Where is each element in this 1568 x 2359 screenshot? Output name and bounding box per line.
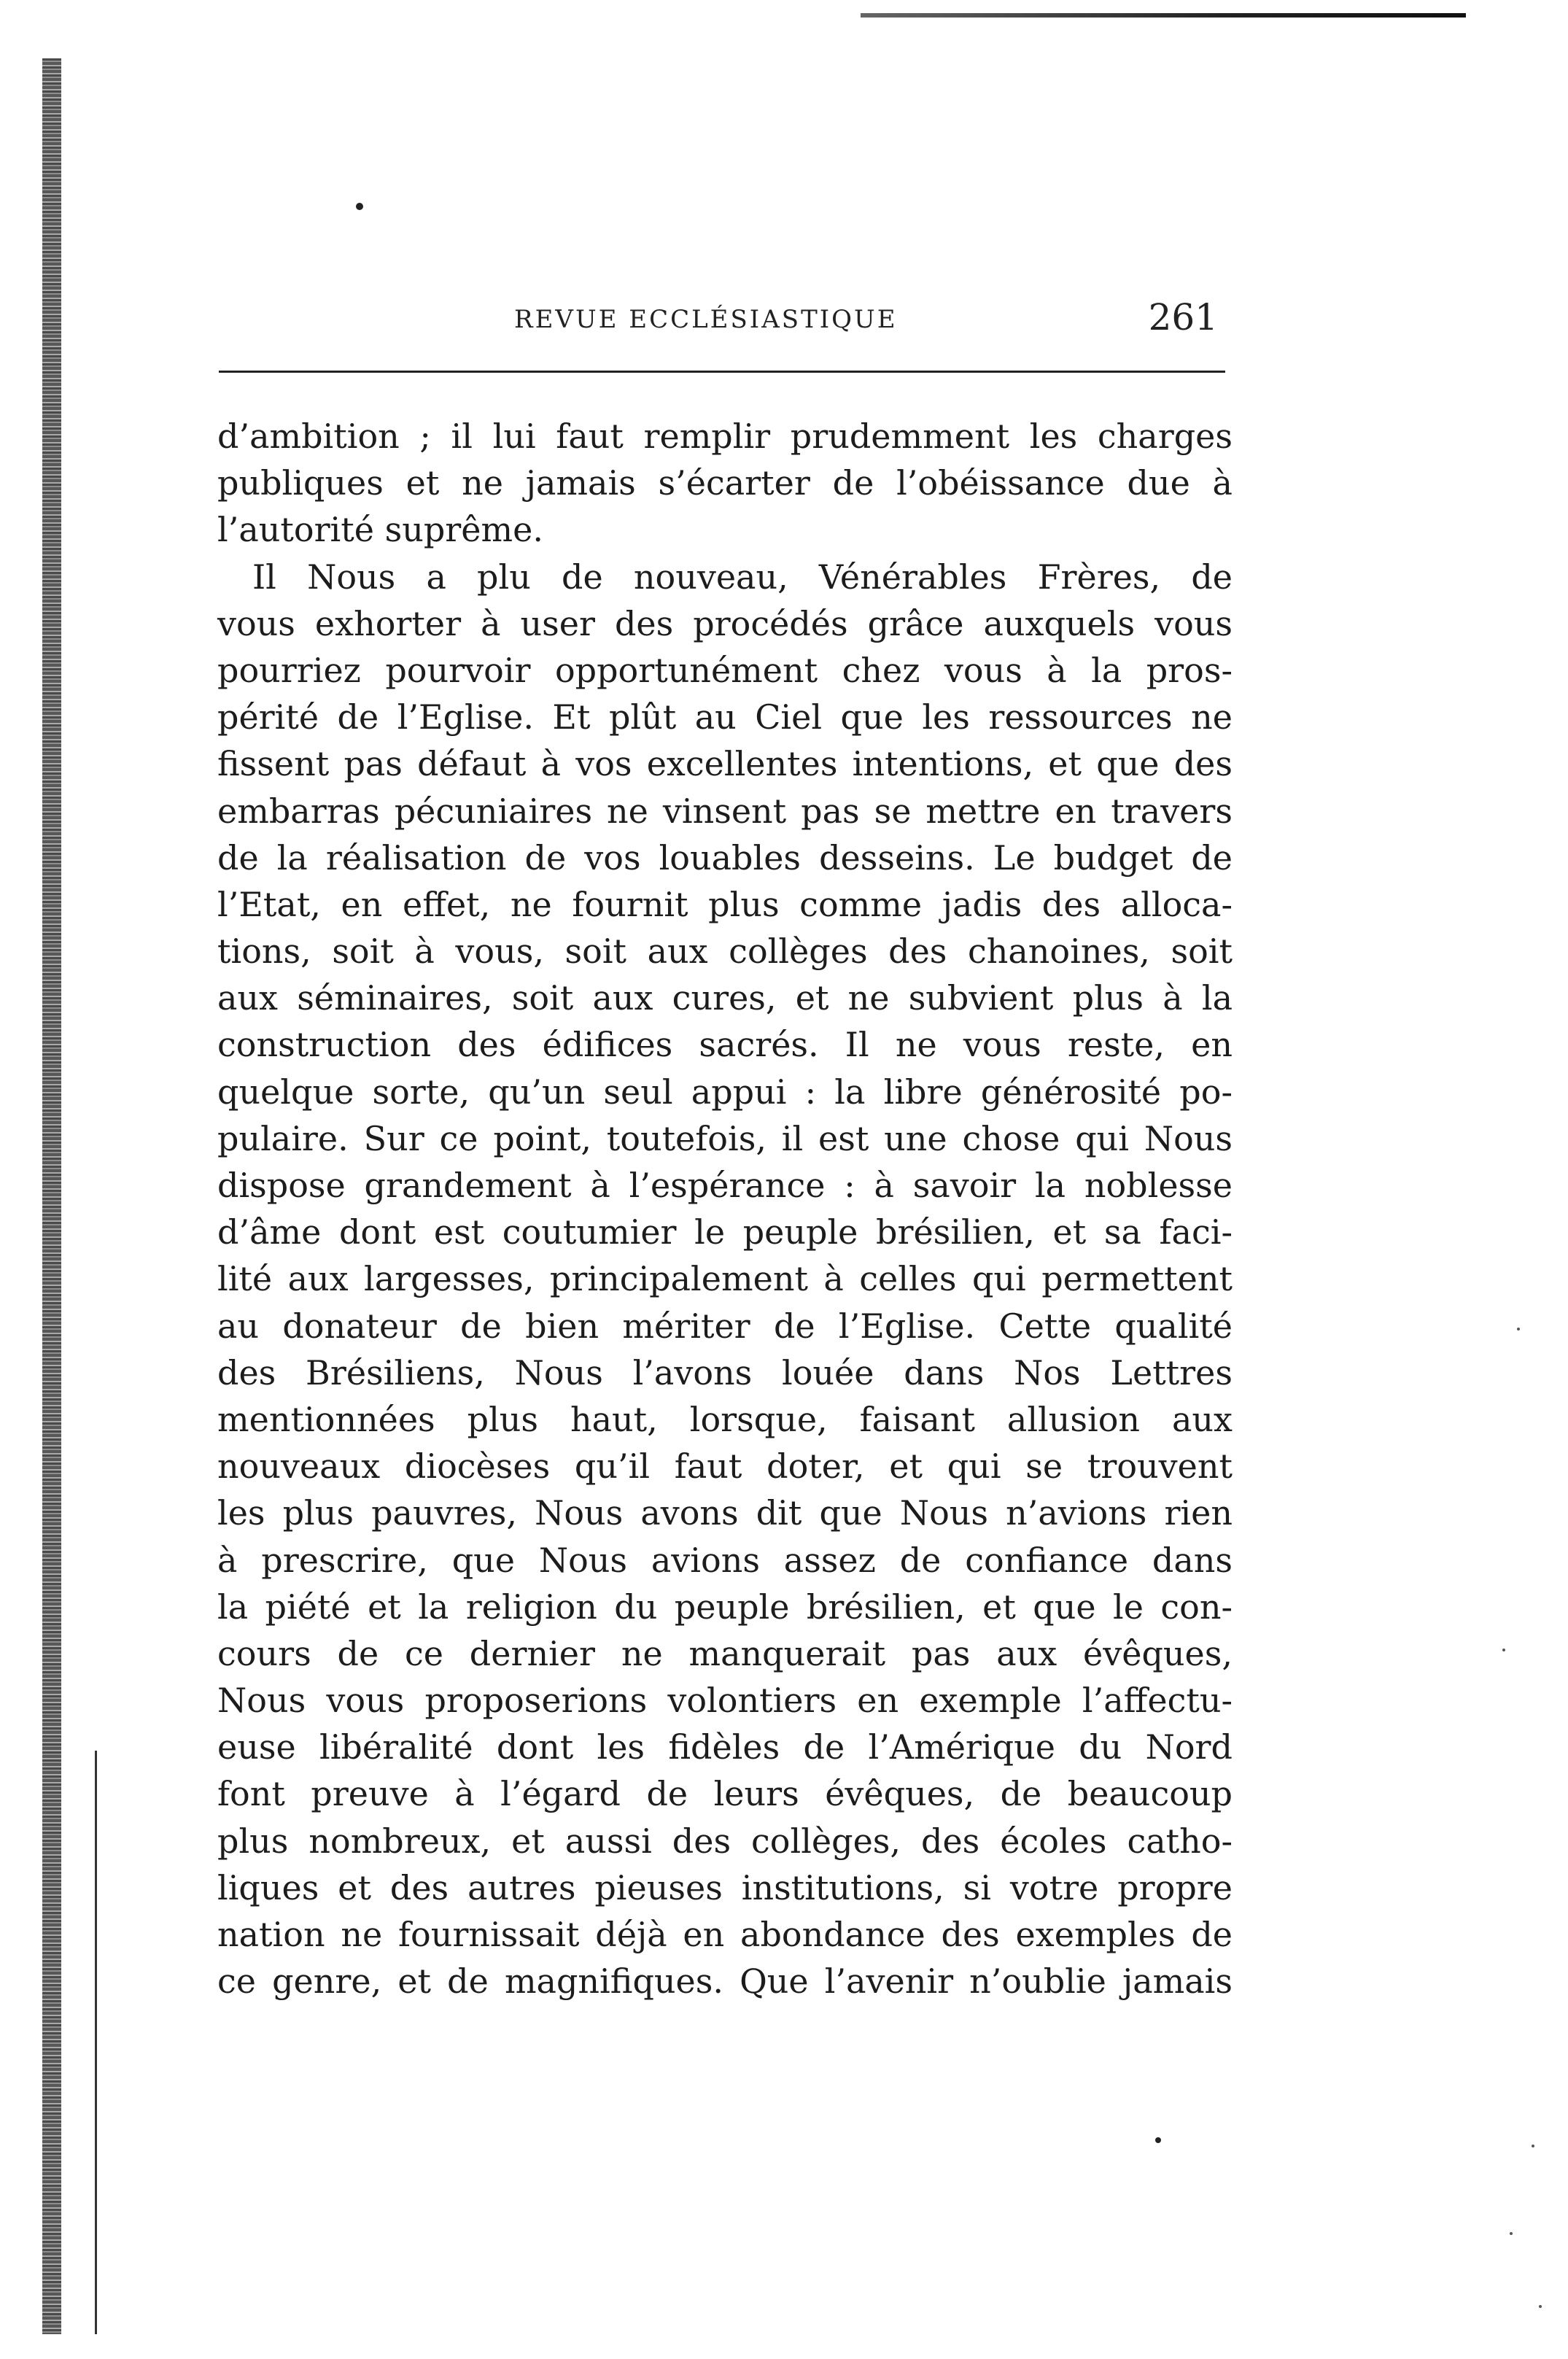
text-line: liques et des autres pieuses institutions, si votre propre [217, 1867, 1233, 1907]
text-line: quelque sorte, qu’un seul appui : la libre générosité po- [217, 1072, 1233, 1112]
scan-speck [1502, 1649, 1505, 1651]
text-line: lité aux largesses, principalement à celles qui permettent [217, 1259, 1233, 1299]
top-scan-rule [861, 13, 1466, 18]
text-line: des Brésiliens, Nous l’avons louée dans Nos Lettres [217, 1352, 1233, 1392]
binding-line [95, 1751, 97, 2334]
page-header [219, 292, 1225, 350]
text-line: pulaire. Sur ce point, toutefois, il est une chose qui Nous [217, 1118, 1233, 1158]
text-line: tions, soit à vous, soit aux collèges des chanoines, soit [217, 931, 1233, 972]
text-line: Nous vous proposerions volontiers en exemple l’affectu- [217, 1681, 1233, 1721]
text-line: construction des édifices sacrés. Il ne vous reste, en [217, 1025, 1233, 1065]
scan-speck [1517, 1328, 1520, 1330]
text-line: cours de ce dernier ne manquerait pas aux évêques, [217, 1633, 1233, 1673]
text-line: ce genre, et de magnifiques. Que l’avenir n’oublie jamais [217, 1961, 1233, 2002]
text-line: aux séminaires, soit aux cures, et ne subvient plus à la [217, 978, 1233, 1018]
text-line: périté de l’Eglise. Et plût au Ciel que les ressources ne [217, 697, 1233, 737]
text-line: d’âme dont est coutumier le peuple brésilien, et sa faci- [217, 1212, 1233, 1252]
text-line: plus nombreux, et aussi des collèges, des écoles catho- [217, 1821, 1233, 1861]
text-line: nouveaux diocèses qu’il faut doter, et qui se trouvent [217, 1446, 1233, 1487]
scan-speck [1532, 2145, 1534, 2147]
text-line: les plus pauvres, Nous avons dit que Nous n’avions rien [217, 1493, 1233, 1533]
text-line: à prescrire, que Nous avions assez de confiance dans [217, 1540, 1233, 1580]
text-line: fissent pas défaut à vos excellentes intentions, et que des [217, 744, 1233, 784]
text-line: l’Etat, en effet, ne fournit plus comme jadis des alloca- [217, 884, 1233, 924]
text-line: au donateur de bien mériter de l’Eglise. Cette qualité [217, 1306, 1233, 1346]
text-line: de la réalisation de vos louables desseins. Le budget de [217, 837, 1233, 878]
text-line: vous exhorter à user des procédés grâce auxquels vous [217, 603, 1233, 643]
binding-edge [42, 58, 61, 2334]
text-line: pourriez pourvoir opportunément chez vous à la pros- [217, 650, 1233, 690]
scan-speck [1539, 2305, 1542, 2308]
text-line: la piété et la religion du peuple brésilien, et que le con- [217, 1587, 1233, 1627]
page-number: 261 [1148, 296, 1218, 338]
text-line: d’ambition ; il lui faut remplir prudemment les charges [217, 417, 1233, 456]
stray-ink-dot [356, 203, 363, 210]
text-line: publiques et ne jamais s’écarter de l’obéissance due à [217, 463, 1233, 503]
running-title: REVUE ECCLÉSIASTIQUE [514, 305, 898, 334]
scan-speck [1510, 2232, 1513, 2235]
stray-ink-dot [1155, 2137, 1161, 2143]
text-line: mentionnées plus haut, lorsque, faisant allusion aux [217, 1399, 1233, 1439]
text-line: embarras pécuniaires ne vinsent pas se mettre en travers [217, 791, 1233, 831]
text-line: Il Nous a plu de nouveau, Vénérables Frères, de [252, 557, 1233, 597]
text-line: dispose grandement à l’espérance : à savoir la noblesse [217, 1166, 1233, 1205]
text-line: font preuve à l’égard de leurs évêques, de beaucoup [217, 1774, 1233, 1814]
text-line: l’autorité suprême. [217, 510, 543, 550]
text-line: nation ne fournissait déjà en abondance des exemples de [217, 1915, 1233, 1954]
text-line: euse libéralité dont les fidèles de l’Amérique du Nord [217, 1727, 1233, 1767]
body-text [217, 413, 1233, 2004]
header-rule [219, 371, 1225, 373]
